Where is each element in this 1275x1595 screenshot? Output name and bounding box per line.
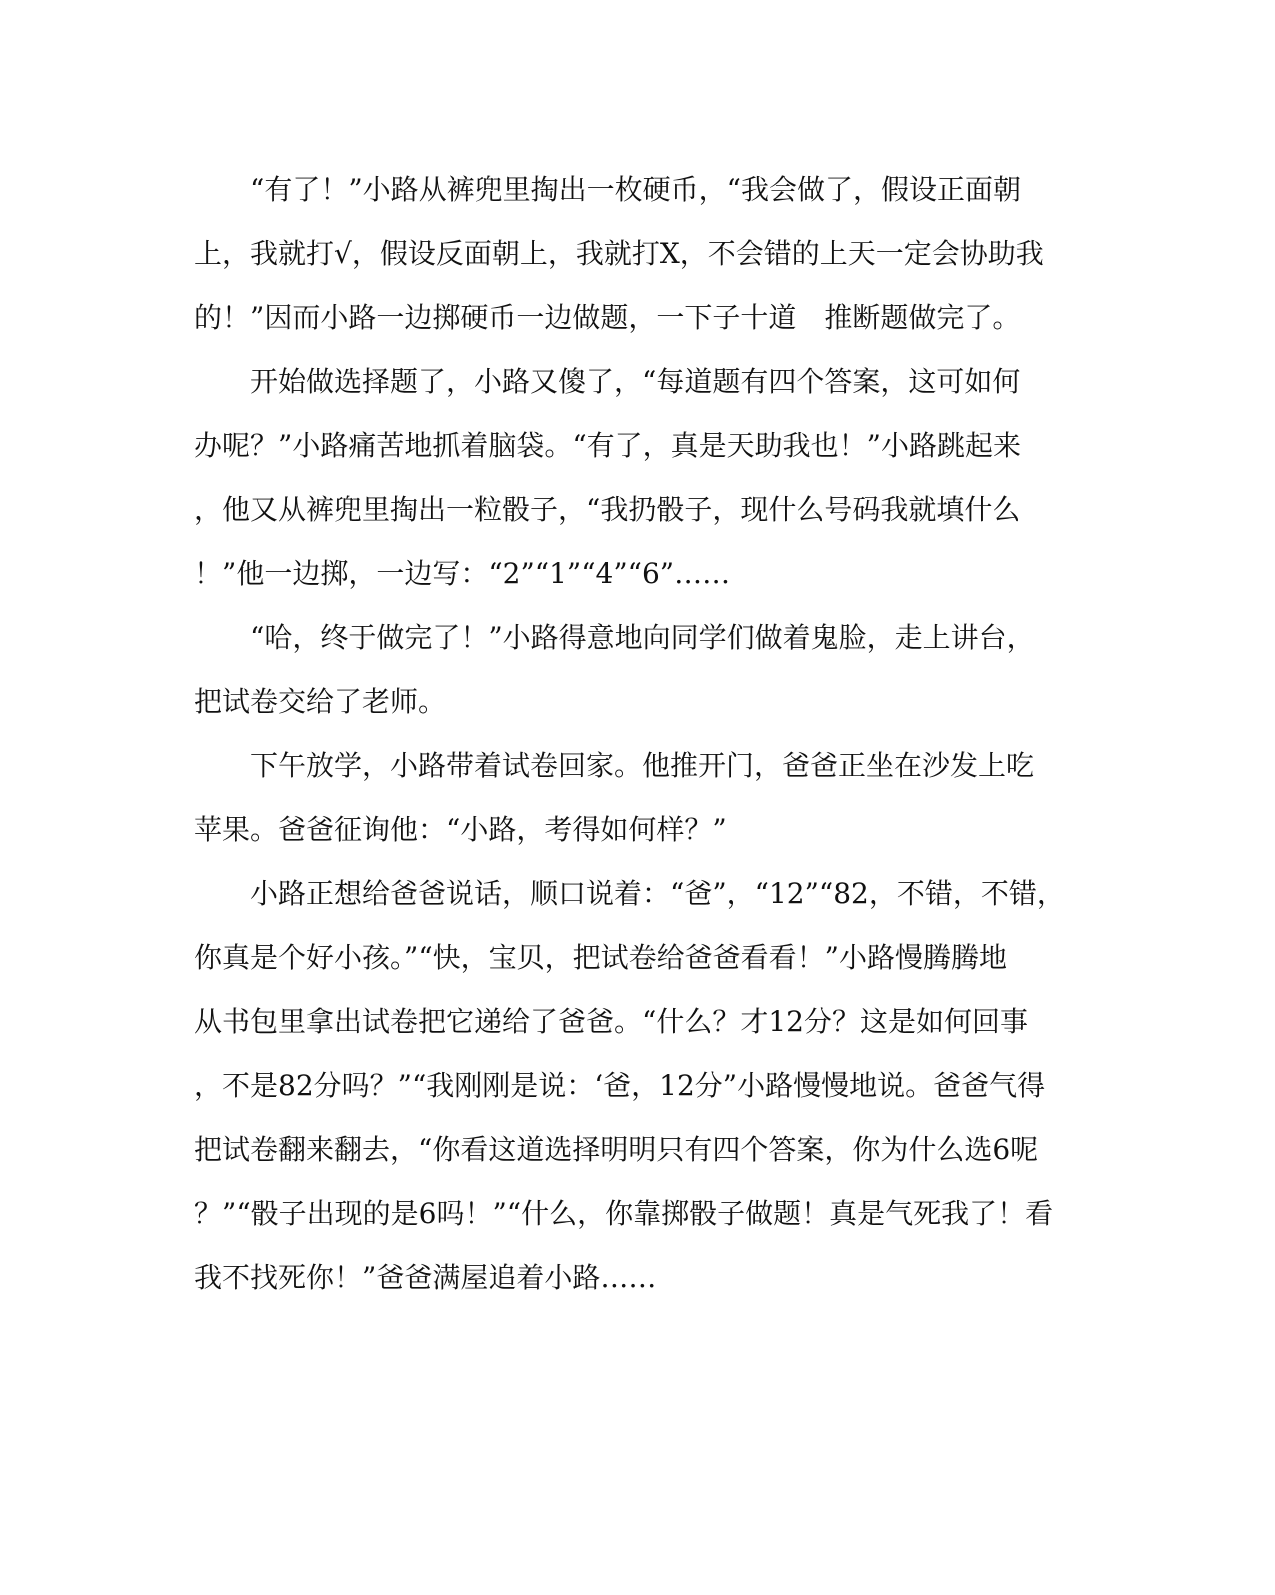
text-line: 我不找死你！”爸爸满屋追着小路…… <box>194 1261 657 1294</box>
text-line: 把试卷交给了老师。 <box>194 685 447 718</box>
text-line: ，不是82分吗？”“我刚刚是说：‘爸，12分”小路慢慢地说。爸爸气得 <box>194 1069 1046 1102</box>
story-text <box>194 158 1074 1310</box>
text-line: 的！”因而小路一边掷硬币一边做题，一下子十道 推断题做完了。 <box>194 301 1021 334</box>
text-line: 苹果。爸爸征询他：“小路，考得如何样？” <box>194 813 727 846</box>
text-line: “有了！”小路从裤兜里掏出一枚硬币，“我会做了，假设正面朝 <box>250 173 1021 206</box>
text-line: “哈，终于做完了！”小路得意地向同学们做着鬼脸，走上讲台， <box>250 621 1035 654</box>
text-line: ！”他一边掷，一边写：“2”“1”“4”“6”…… <box>194 557 731 590</box>
text-line: 你真是个好小孩。”“快，宝贝，把试卷给爸爸看看！”小路慢腾腾地 <box>194 941 1007 974</box>
text-line: ，他又从裤兜里掏出一粒骰子，“我扔骰子，现什么号码我就填什么 <box>194 493 1021 526</box>
text-line: 开始做选择题了，小路又傻了，“每道题有四个答案，这可如何 <box>250 365 1021 398</box>
text-line: 下午放学，小路带着试卷回家。他推开门，爸爸正坐在沙发上吃 <box>250 749 1035 782</box>
text-line: 从书包里拿出试卷把它递给了爸爸。“什么？才12分？这是如何回事 <box>194 1005 1028 1038</box>
text-line: ？”“骰子出现的是6吗！”“什么，你靠掷骰子做题！真是气死我了！看 <box>194 1197 1054 1230</box>
text-line: 办呢？”小路痛苦地抓着脑袋。“有了，真是天助我也！”小路跳起来 <box>194 429 1021 462</box>
text-line: 小路正想给爸爸说话，顺口说着：“爸”，“12”“82，不错，不错， <box>250 877 1065 910</box>
text-line: 把试卷翻来翻去，“你看这道选择明明只有四个答案，你为什么选6呢 <box>194 1133 1039 1166</box>
text-line: 上，我就打√，假设反面朝上，我就打X，不会错的上天一定会协助我 <box>194 237 1044 270</box>
